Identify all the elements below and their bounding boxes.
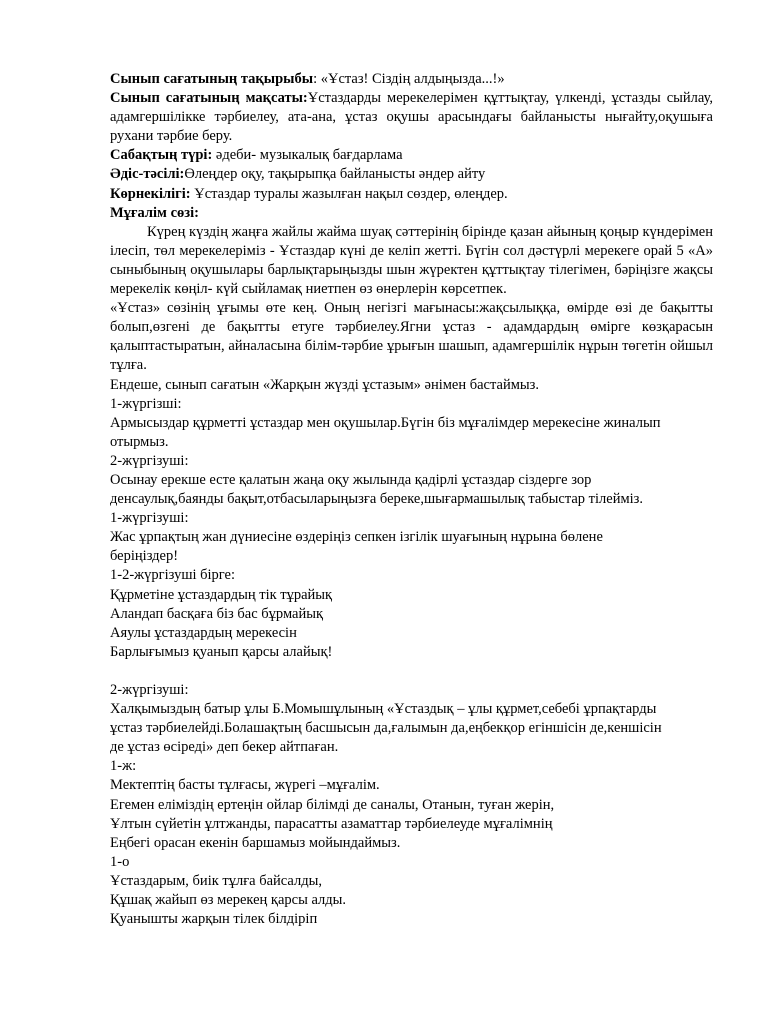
script-line: Армысыздар құрметті ұстаздар мен оқушылар.Бүгін біз мұғалімдер мерекесіне жиналып [110,414,661,431]
method-value: Өлеңдер оқу, тақырыпқа байланысты әндер айту [184,166,486,183]
poem-line: Аландап басқаға біз бас бұрмайық [110,605,323,622]
method-label: Әдіс-тәсілі: [110,166,185,183]
script-line: 2-жүргізуші: [110,682,189,698]
script-line: Халқымыздың батыр ұлы Б.Момышұлының «Ұстаздық – ұлы құрмет,себебі ұрпақтарды [110,701,657,718]
script-line: 2-жүргізуші: [110,452,189,469]
intro-paragraph: Күрең күздің жаңға жайлы жайма шуақ сәттерінің бірінде қазан айының қоңыр күндерімен ілесіп, төл мерекелеріміз - Ұстаздар күні де келіп жетті. Бүгін сол дәстүрлі мерекеге орай 5 «А» сыныбының оқушылары барлықтарыңызды шын жүректен құттықтау тілегімен, бәріңізге жақсы мерекелік көңіл- күй сыйламақ ниетпен өз өнерлерін көрсетпек. [110,223,713,298]
topic-label: Сынып сағатының тақырыбы [110,71,314,87]
script-line: Ендеше, сынып сағатын «Жарқын жүзді ұстазым» әнімен бастаймыз. [110,376,539,393]
script-line: 1-жүргізуші: [110,510,189,527]
script-line: 1-о [110,853,130,870]
script-line: Егемен еліміздің ертеңін ойлар білімді де саналы, Отанын, туған жерін, [110,796,555,813]
script-line: Мектептің басты тұлғасы, жүрегі –мұғалім. [110,777,380,794]
script-line: 1-2-жүргізуші бірге: [110,567,236,584]
script-line: беріңіздер! [110,548,179,565]
teacher-speech-heading [110,204,713,223]
goal-paragraph [110,89,713,146]
visual-aids-label: Көрнекілігі: [110,185,191,202]
poem-line: Құрметіне ұстаздардың тік тұрайық [110,586,333,603]
script-line: отырмыз. [110,433,169,450]
poem-line: Құшақ жайып өз мерекең қарсы алды. [110,892,347,909]
script-line: Еңбегі орасан екенін баршамыз мойындаймыз. [110,834,401,851]
poem-line: Барлығымыз қуанып қарсы алайық! [110,643,333,660]
poem-line: Аяулы ұстаздардың мерекесін [110,624,297,641]
script-line: 1-жүргізші: [110,395,182,412]
teacher-speech-label: Мұғалім сөзі: [110,204,199,221]
goal-label: Сынып сағатының мақсаты: [110,90,308,107]
document-page [110,70,713,929]
visual-aids-line [110,185,713,204]
poem-line: Қуанышты жарқын тілек білдіріп [110,911,318,928]
script-line: ұстаз тәрбиелейді.Болашақтың басшысын да,ғалымын да,еңбекқор егіншісін де,кеншісін [110,720,662,737]
poem-line: Ұстаздарым, биік тұлға байсалды, [110,872,322,889]
lesson-type-line [110,146,713,165]
visual-aids-value: Ұстаздар туралы жазылған нақыл сөздер, өлеңдер. [190,185,508,202]
ustaz-paragraph: «Ұстаз» сөзінің ұғымы өте кең. Оның негізгі мағынасы:жақсылыққа, өмірде өзі де бақытты болып,өзгені де бақытты етуге тәрбиелеу.Ягни ұстаз - адамдардың өмірге көзқарасын қалыптастыратын, айналасына білім-тәрбие ұрығын шашып, адамгершілік нұрын төгетін ойшыл тұлға. [110,300,713,374]
script-line: 1-ж: [110,758,137,775]
lesson-type-label: Сабақтың түрі: [110,147,213,164]
topic-value: : «Ұстаз! Сіздің алдыңызда...!» [313,71,505,87]
script-line: де ұстаз өсіреді» деп бекер айтпаған. [110,739,339,756]
script-line: Жас ұрпақтың жан дүниесіне өздеріңіз сепкен ізгілік шуағының нұрына бөлене [110,529,603,546]
script-line: Осынау ерекше есте қалатын жаңа оқу жылында қадірлі ұстаздар сіздерге зор [110,471,592,488]
method-line [110,165,713,184]
script-line: Ұлтын сүйетін ұлтжанды, парасатты азаматтар тәрбиелеуде мұғалімнің [110,815,553,832]
script-line: денсаулық,баянды бақыт,отбасыларыңызға береке,шығармашылық табыстар тілейміз. [110,491,644,508]
lesson-type-value: әдеби- музыкалық бағдарлама [212,147,403,164]
topic-line [110,70,713,89]
goal-value: Ұстаздарды мерекелерімен құттықтау, үлкенді, ұстазды сыйлау, адамгершілікке тәрбиелеу, ата-ана, ұстаз оқушы арасындағы байланысты нығайту,оқушыға рухани тәрбие беру. [110,90,714,145]
blank-line [110,662,713,681]
